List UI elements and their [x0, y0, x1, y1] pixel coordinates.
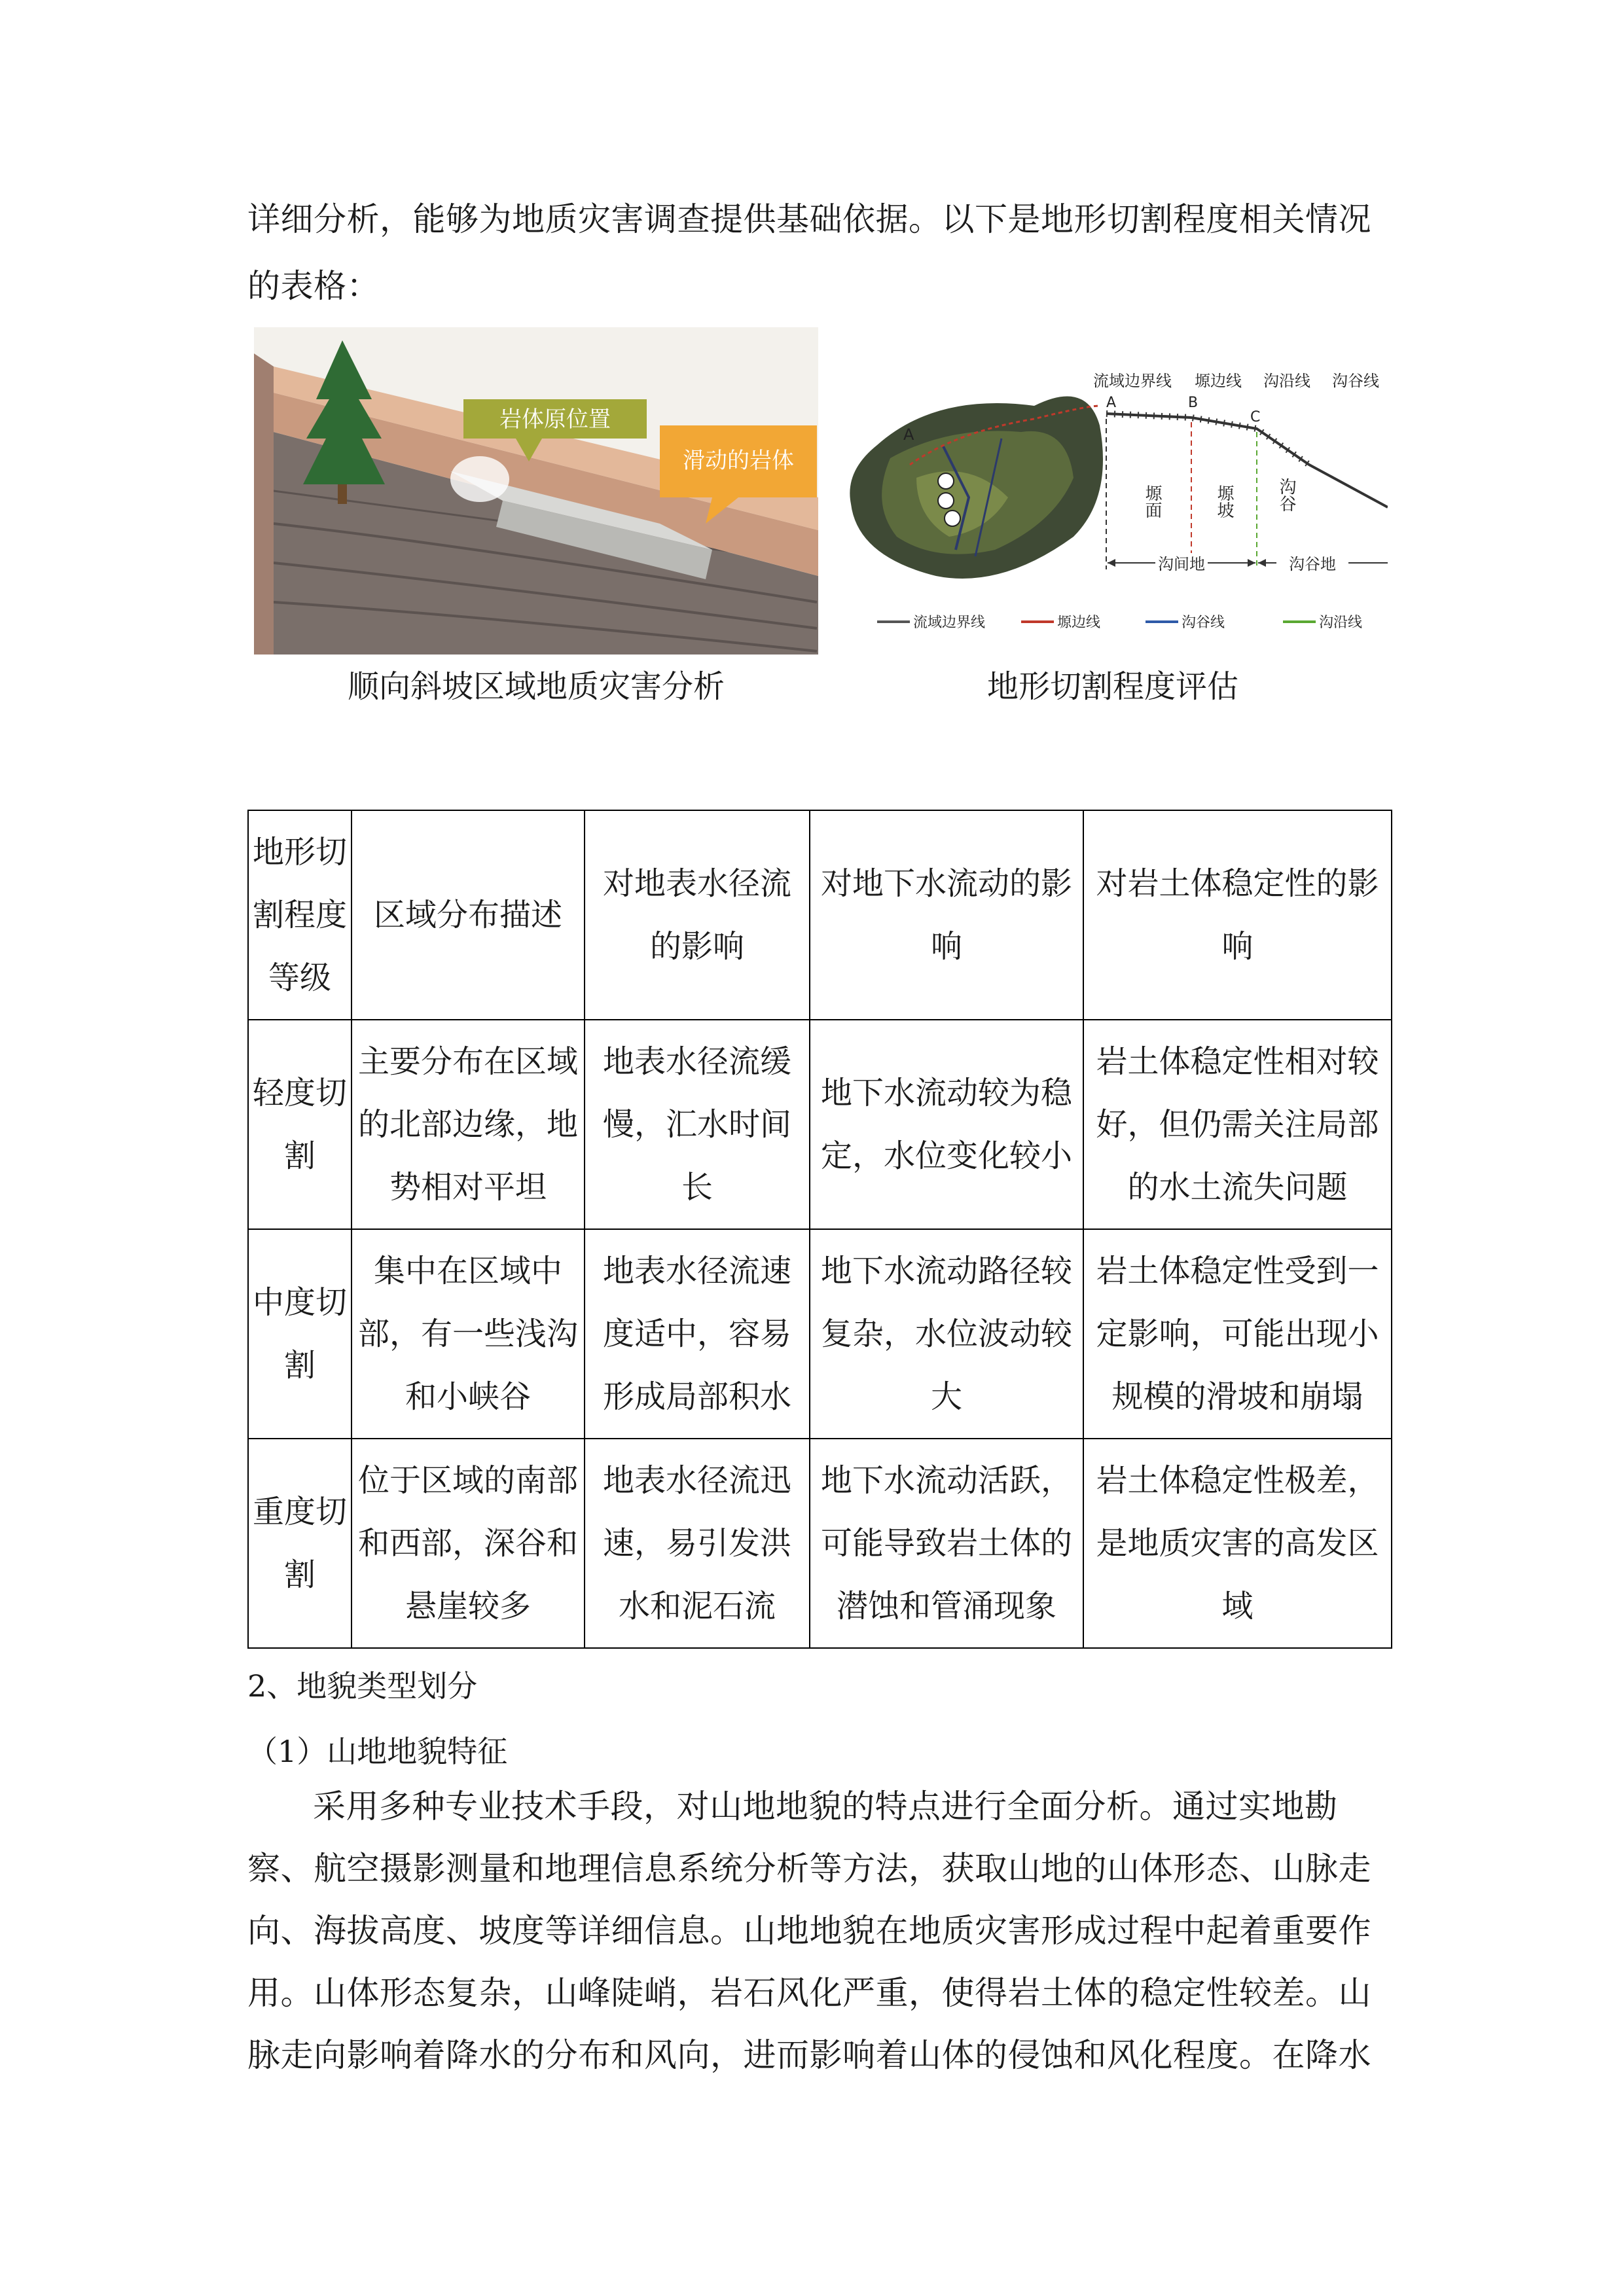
section-subheading: （1）山地地貌特征 [247, 1734, 508, 1769]
legend-tableland-edge: 塬边线 [1057, 615, 1101, 631]
section-heading: 2、地貌类型划分 [247, 1668, 478, 1704]
slope-illustration [254, 327, 818, 655]
table-row [248, 1439, 1392, 1648]
span-gully-land: 沟谷地 [1289, 555, 1336, 573]
table-cell: 重度切割 [248, 1439, 352, 1648]
header-cell: 对地表水径流的影响 [585, 810, 810, 1020]
terrain-diagram [838, 367, 1388, 641]
table-cell: 地表水径流缓慢，汇水时间长 [585, 1020, 810, 1229]
legend-gully-edge: 沟沿线 [1319, 615, 1363, 631]
table-cell: 中度切割 [248, 1229, 352, 1439]
point-c: C [1250, 409, 1261, 425]
header-cell: 对地下水流动的影响 [810, 810, 1083, 1020]
table-cell: 位于区域的南部和西部，深谷和悬崖较多 [352, 1439, 585, 1648]
table-cell: 地下水流动活跃，可能导致岩土体的潜蚀和管涌现象 [810, 1439, 1083, 1648]
table-cell: 岩土体稳定性相对较好，但仍需关注局部的水土流失问题 [1083, 1020, 1392, 1229]
label-original-position: 岩体原位置 [499, 406, 611, 433]
table-cell: 地下水流动较为稳定，水位变化较小 [810, 1020, 1083, 1229]
legend-basin-boundary: 流域边界线 [913, 615, 986, 631]
table-cell: 轻度切割 [248, 1020, 352, 1229]
point-b: B [1188, 395, 1199, 411]
point-a: A [1106, 395, 1117, 411]
header-cell: 对岩土体稳定性的影响 [1083, 810, 1392, 1020]
terrain-figure-caption: 地形切割程度评估 [986, 668, 1238, 705]
table-row [248, 1229, 1392, 1439]
table-row [248, 1020, 1392, 1229]
zone-tableland-surface: 塬面 [1142, 484, 1162, 518]
table-cell: 集中在区域中部，有一些浅沟和小峡谷 [352, 1229, 585, 1439]
span-interfluve: 沟间地 [1158, 555, 1205, 573]
point-a-map: A [903, 425, 914, 444]
label-gully-edge: 沟沿线 [1263, 372, 1310, 390]
section-body: 采用多种专业技术手段，对山地地貌的特点进行全面分析。通过实地勘察、航空摄影测量和地理信息系统分析等方法，获取山地的山体形态、山脉走向、海拔高度、坡度等详细信息。山地地貌在地质灾害形成过程中起着重要作用。山体形态复杂，山峰陡峭，岩石风化严重，使得岩土体的稳定性较差。山脉走向影响着降水的分布和风向，进而影响着山体的侵蚀和风化程度。在降水 [247, 1787, 1371, 2074]
label-sliding-rock: 滑动的岩体 [683, 448, 794, 474]
table-header-row [248, 810, 1392, 1020]
table-cell: 主要分布在区域的北部边缘，地势相对平坦 [352, 1020, 585, 1229]
table-cell: 地表水径流迅速，易引发洪水和泥石流 [585, 1439, 810, 1648]
zone-tableland-slope: 塬坡 [1214, 484, 1234, 518]
intro-line-1: 详细分析，能够为地质灾害调查提供基础依据。以下是地形切割程度相关情况 [247, 200, 1371, 238]
table-cell: 地下水流动路径较复杂，水位波动较大 [810, 1229, 1083, 1439]
table-cell: 地表水径流速度适中，容易形成局部积水 [585, 1229, 810, 1439]
zone-gully: 沟谷 [1276, 478, 1296, 512]
slope-figure-caption: 顺向斜坡区域地质灾害分析 [347, 668, 725, 705]
terrain-figure [838, 367, 1388, 641]
header-cell: 地形切割程度等级 [248, 810, 352, 1020]
legend-gully-line: 沟谷线 [1182, 615, 1225, 631]
header-cell: 区域分布描述 [352, 810, 585, 1020]
intro-line-2: 的表格： [247, 267, 380, 305]
slope-figure [254, 327, 818, 655]
table-cell: 岩土体稳定性极差，是地质灾害的高发区域 [1083, 1439, 1392, 1648]
table-cell: 岩土体稳定性受到一定影响，可能出现小规模的滑坡和崩塌 [1083, 1229, 1392, 1439]
terrain-dissection-table [247, 810, 1392, 1649]
label-basin-boundary: 流域边界线 [1093, 372, 1172, 390]
label-tableland-edge: 塬边线 [1195, 372, 1242, 390]
label-gully-line: 沟谷线 [1332, 372, 1379, 390]
